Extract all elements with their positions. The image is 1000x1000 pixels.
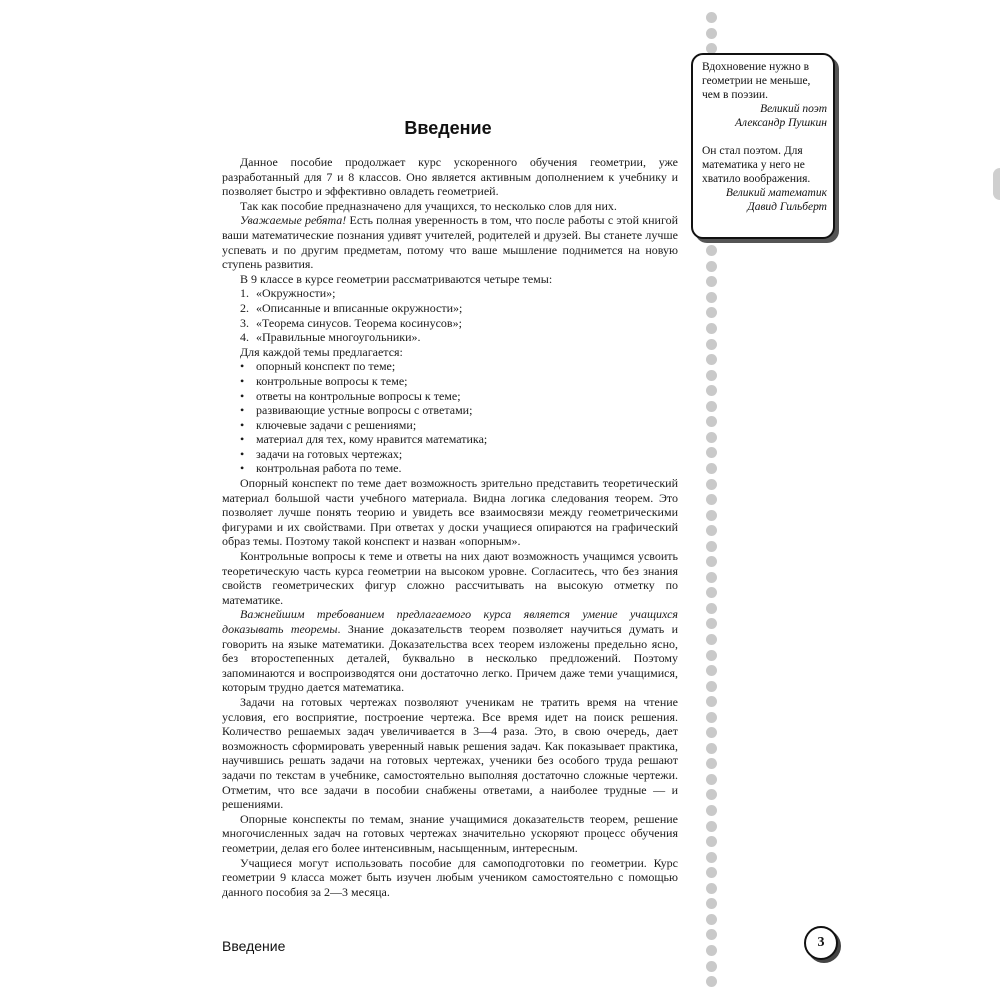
binding-dot bbox=[706, 370, 717, 381]
binding-dot bbox=[706, 805, 717, 816]
binding-dot bbox=[706, 727, 717, 738]
paragraph: Так как пособие предназначено для учащихся, то несколько слов для них. bbox=[240, 198, 617, 213]
binding-dot bbox=[706, 696, 717, 707]
binding-dot bbox=[706, 401, 717, 412]
list-text: ответы на контрольные вопросы к теме; bbox=[256, 388, 461, 403]
running-footer: Введение bbox=[222, 938, 286, 954]
paragraph: Задачи на готовых чертежах позволяют ученикам не тратить время на чтение условия, его восприятие, построение чертежа. Все время идет на поиск решения. Количество решаемых задач увеличивается в 3—4 раза. Это, в свою очередь, дает возможность сформировать уверенный навык решения задач. Как показывает практика, научившись решать задачи на готовых чертежах, ученики без особого труда решают задачи по текстам в учебнике, самостоятельно выполняя достаточно сложные чертежи. Отметим, что все задачи в пособии снабжены ответами, а наиболее трудные — и решениями. bbox=[222, 694, 678, 812]
binding-dot bbox=[706, 836, 717, 847]
binding-dot bbox=[706, 945, 717, 956]
binding-dot bbox=[706, 385, 717, 396]
binding-dot bbox=[706, 541, 717, 552]
list-number: 4. bbox=[240, 330, 249, 345]
binding-dot bbox=[706, 821, 717, 832]
binding-dot bbox=[706, 883, 717, 894]
appeal-text: Есть полная уверенность в том, что после работы с этой книгой ваши математические познания удивят учителей, родителей и друзей. Вы станете лучше успевать и по другим предметам, потому что ваше мышление поднимется на новую ступень развития. bbox=[222, 213, 678, 272]
paragraph bbox=[222, 213, 678, 271]
paragraph: Контрольные вопросы к теме и ответы на них дают возможность учащимся усвоить теоретическую часть курса геометрии на высоком уровне. Согласитесь, что без знания свойств геометрических фигур сложно рассчитывать на высокую отметку по математике. bbox=[222, 549, 678, 607]
paragraph bbox=[222, 607, 678, 695]
binding-dot bbox=[706, 758, 717, 769]
binding-dot bbox=[706, 898, 717, 909]
topics-list bbox=[222, 286, 678, 344]
epigraph-author-name: Давид Гильберт bbox=[747, 201, 827, 213]
bullet-icon: • bbox=[240, 446, 245, 461]
page-number: 3 bbox=[804, 926, 838, 960]
bullet-icon: • bbox=[240, 417, 245, 432]
binding-dot bbox=[706, 292, 717, 303]
list-item bbox=[222, 403, 678, 418]
list-item bbox=[222, 447, 678, 462]
bullet-icon: • bbox=[240, 388, 245, 403]
list-text: развивающие устные вопросы с ответами; bbox=[256, 403, 473, 418]
epigraph-quote-hilbert: Он стал поэтом. Для математика у него не хватило воображения. bbox=[702, 145, 811, 185]
list-text: «Правильные многоугольники». bbox=[256, 330, 421, 345]
binding-dot bbox=[706, 447, 717, 458]
binding-dot bbox=[706, 416, 717, 427]
binding-dot bbox=[706, 510, 717, 521]
paragraph: Опорный конспект по теме дает возможность зрительно представить теоретический материал большой части учебного материала. Видна логика следования теорем. Это позволяет лучше понять теорию и увидеть все взаимосвязи между геометрическими фигурами и их свойствами. При ответах у доски учащиеся опираются на графический образ темы. Поэтому такой конспект и назван «опорным». bbox=[222, 476, 678, 549]
binding-dot bbox=[706, 867, 717, 878]
list-text: «Описанные и вписанные окружности»; bbox=[256, 300, 463, 315]
epigraph-author-role: Великий поэт bbox=[760, 103, 827, 115]
bullet-icon: • bbox=[240, 373, 245, 388]
binding-dot bbox=[706, 354, 717, 365]
binding-dot bbox=[706, 961, 717, 972]
list-item bbox=[222, 301, 678, 316]
binding-dot bbox=[706, 572, 717, 583]
binding-dot bbox=[706, 603, 717, 614]
binding-dot bbox=[706, 743, 717, 754]
list-number: 2. bbox=[240, 300, 249, 315]
epigraph-box bbox=[691, 53, 835, 239]
page-edge-tab bbox=[993, 168, 1000, 200]
list-item bbox=[222, 432, 678, 447]
list-text: материал для тех, кому нравится математика; bbox=[256, 432, 488, 447]
binding-dot bbox=[706, 307, 717, 318]
binding-dot bbox=[706, 618, 717, 629]
binding-dot bbox=[706, 789, 717, 800]
binding-dot bbox=[706, 323, 717, 334]
page-title: Введение bbox=[404, 118, 492, 138]
proofs-lead: Важнейшим требованием предлагаемого курса является умение учащихся доказывать теоремы bbox=[222, 607, 678, 636]
paragraph: Для каждой темы предлагается: bbox=[240, 344, 403, 359]
list-number: 3. bbox=[240, 315, 249, 330]
list-text: опорный конспект по теме; bbox=[256, 359, 396, 374]
binding-dot bbox=[706, 650, 717, 661]
binding-dot bbox=[706, 634, 717, 645]
list-item bbox=[222, 418, 678, 433]
binding-dot bbox=[706, 494, 717, 505]
binding-dot bbox=[706, 432, 717, 443]
appeal-lead: Уважаемые ребята! bbox=[240, 213, 347, 228]
epigraph-quote-pushkin: Вдохновение нужно в геометрии не меньше, чем в поэзии. bbox=[702, 61, 811, 101]
paragraph: В 9 классе в курсе геометрии рассматриваются четыре темы: bbox=[240, 271, 553, 286]
list-item bbox=[222, 359, 678, 374]
binding-dot bbox=[706, 929, 717, 940]
binding-dot bbox=[706, 712, 717, 723]
bullet-icon: • bbox=[240, 432, 245, 447]
epigraph-author-role: Великий математик bbox=[725, 187, 827, 199]
list-text: «Теорема синусов. Теорема косинусов»; bbox=[256, 315, 462, 330]
bullet-icon: • bbox=[240, 359, 245, 374]
binding-dot bbox=[706, 261, 717, 272]
binding-dot bbox=[706, 463, 717, 474]
binding-dot bbox=[706, 525, 717, 536]
binding-dot bbox=[706, 479, 717, 490]
list-number: 1. bbox=[240, 286, 249, 301]
binding-dot bbox=[706, 587, 717, 598]
binding-dot bbox=[706, 556, 717, 567]
binding-dot bbox=[706, 276, 717, 287]
binding-dot bbox=[706, 914, 717, 925]
list-item bbox=[222, 316, 678, 331]
paragraph: Опорные конспекты по темам, знание учащимися доказательств теорем, решение многочисленных задач на готовых чертежах значительно ускоряют процесс обучения геометрии, делая его более интенсивным, насыщенным, интересным. bbox=[222, 811, 678, 855]
epigraph-author-name: Александр Пушкин bbox=[735, 117, 827, 129]
binding-dot bbox=[706, 665, 717, 676]
list-text: задачи на готовых чертежах; bbox=[256, 446, 403, 461]
list-item bbox=[222, 286, 678, 301]
list-item bbox=[222, 330, 678, 345]
bullet-icon: • bbox=[240, 461, 245, 476]
paragraph: Данное пособие продолжает курс ускоренного обучения геометрии, уже разработанный для 7 и 8 классов. Оно является активным дополнением к учебнику и позволяет быстро и эффективно овладеть геометрией. bbox=[222, 155, 678, 199]
list-text: ключевые задачи с решениями; bbox=[256, 417, 417, 432]
binding-dot bbox=[706, 976, 717, 987]
list-item bbox=[222, 389, 678, 404]
binding-dot bbox=[706, 681, 717, 692]
list-text: контрольные вопросы к теме; bbox=[256, 373, 408, 388]
offers-list bbox=[222, 359, 678, 476]
paragraph: Учащиеся могут использовать пособие для самоподготовки по геометрии. Курс геометрии 9 класса может быть изучен любым учеником самостоятельно с помощью данного пособия за 2—3 месяца. bbox=[222, 855, 678, 899]
binding-dot bbox=[706, 852, 717, 863]
binding-dot bbox=[706, 28, 717, 39]
list-item bbox=[222, 374, 678, 389]
list-item bbox=[222, 461, 678, 476]
binding-dot bbox=[706, 12, 717, 23]
binding-dot bbox=[706, 339, 717, 350]
list-text: контрольная работа по теме. bbox=[256, 461, 402, 476]
list-text: «Окружности»; bbox=[256, 286, 336, 301]
proofs-text: . Знание доказательств теорем позволяет научиться думать и говорить на языке математики. Доказательства всех теорем изложены предельно ясно, без второстепенных деталей, буквально в несколько предложений. Поэтому запоминаются и воспроизводятся они достаточно легко. Причем даже теми учащимися, которым трудно дается математика. bbox=[222, 622, 678, 695]
binding-dot bbox=[706, 774, 717, 785]
main-text bbox=[222, 155, 678, 899]
binding-dot bbox=[706, 245, 717, 256]
bullet-icon: • bbox=[240, 403, 245, 418]
